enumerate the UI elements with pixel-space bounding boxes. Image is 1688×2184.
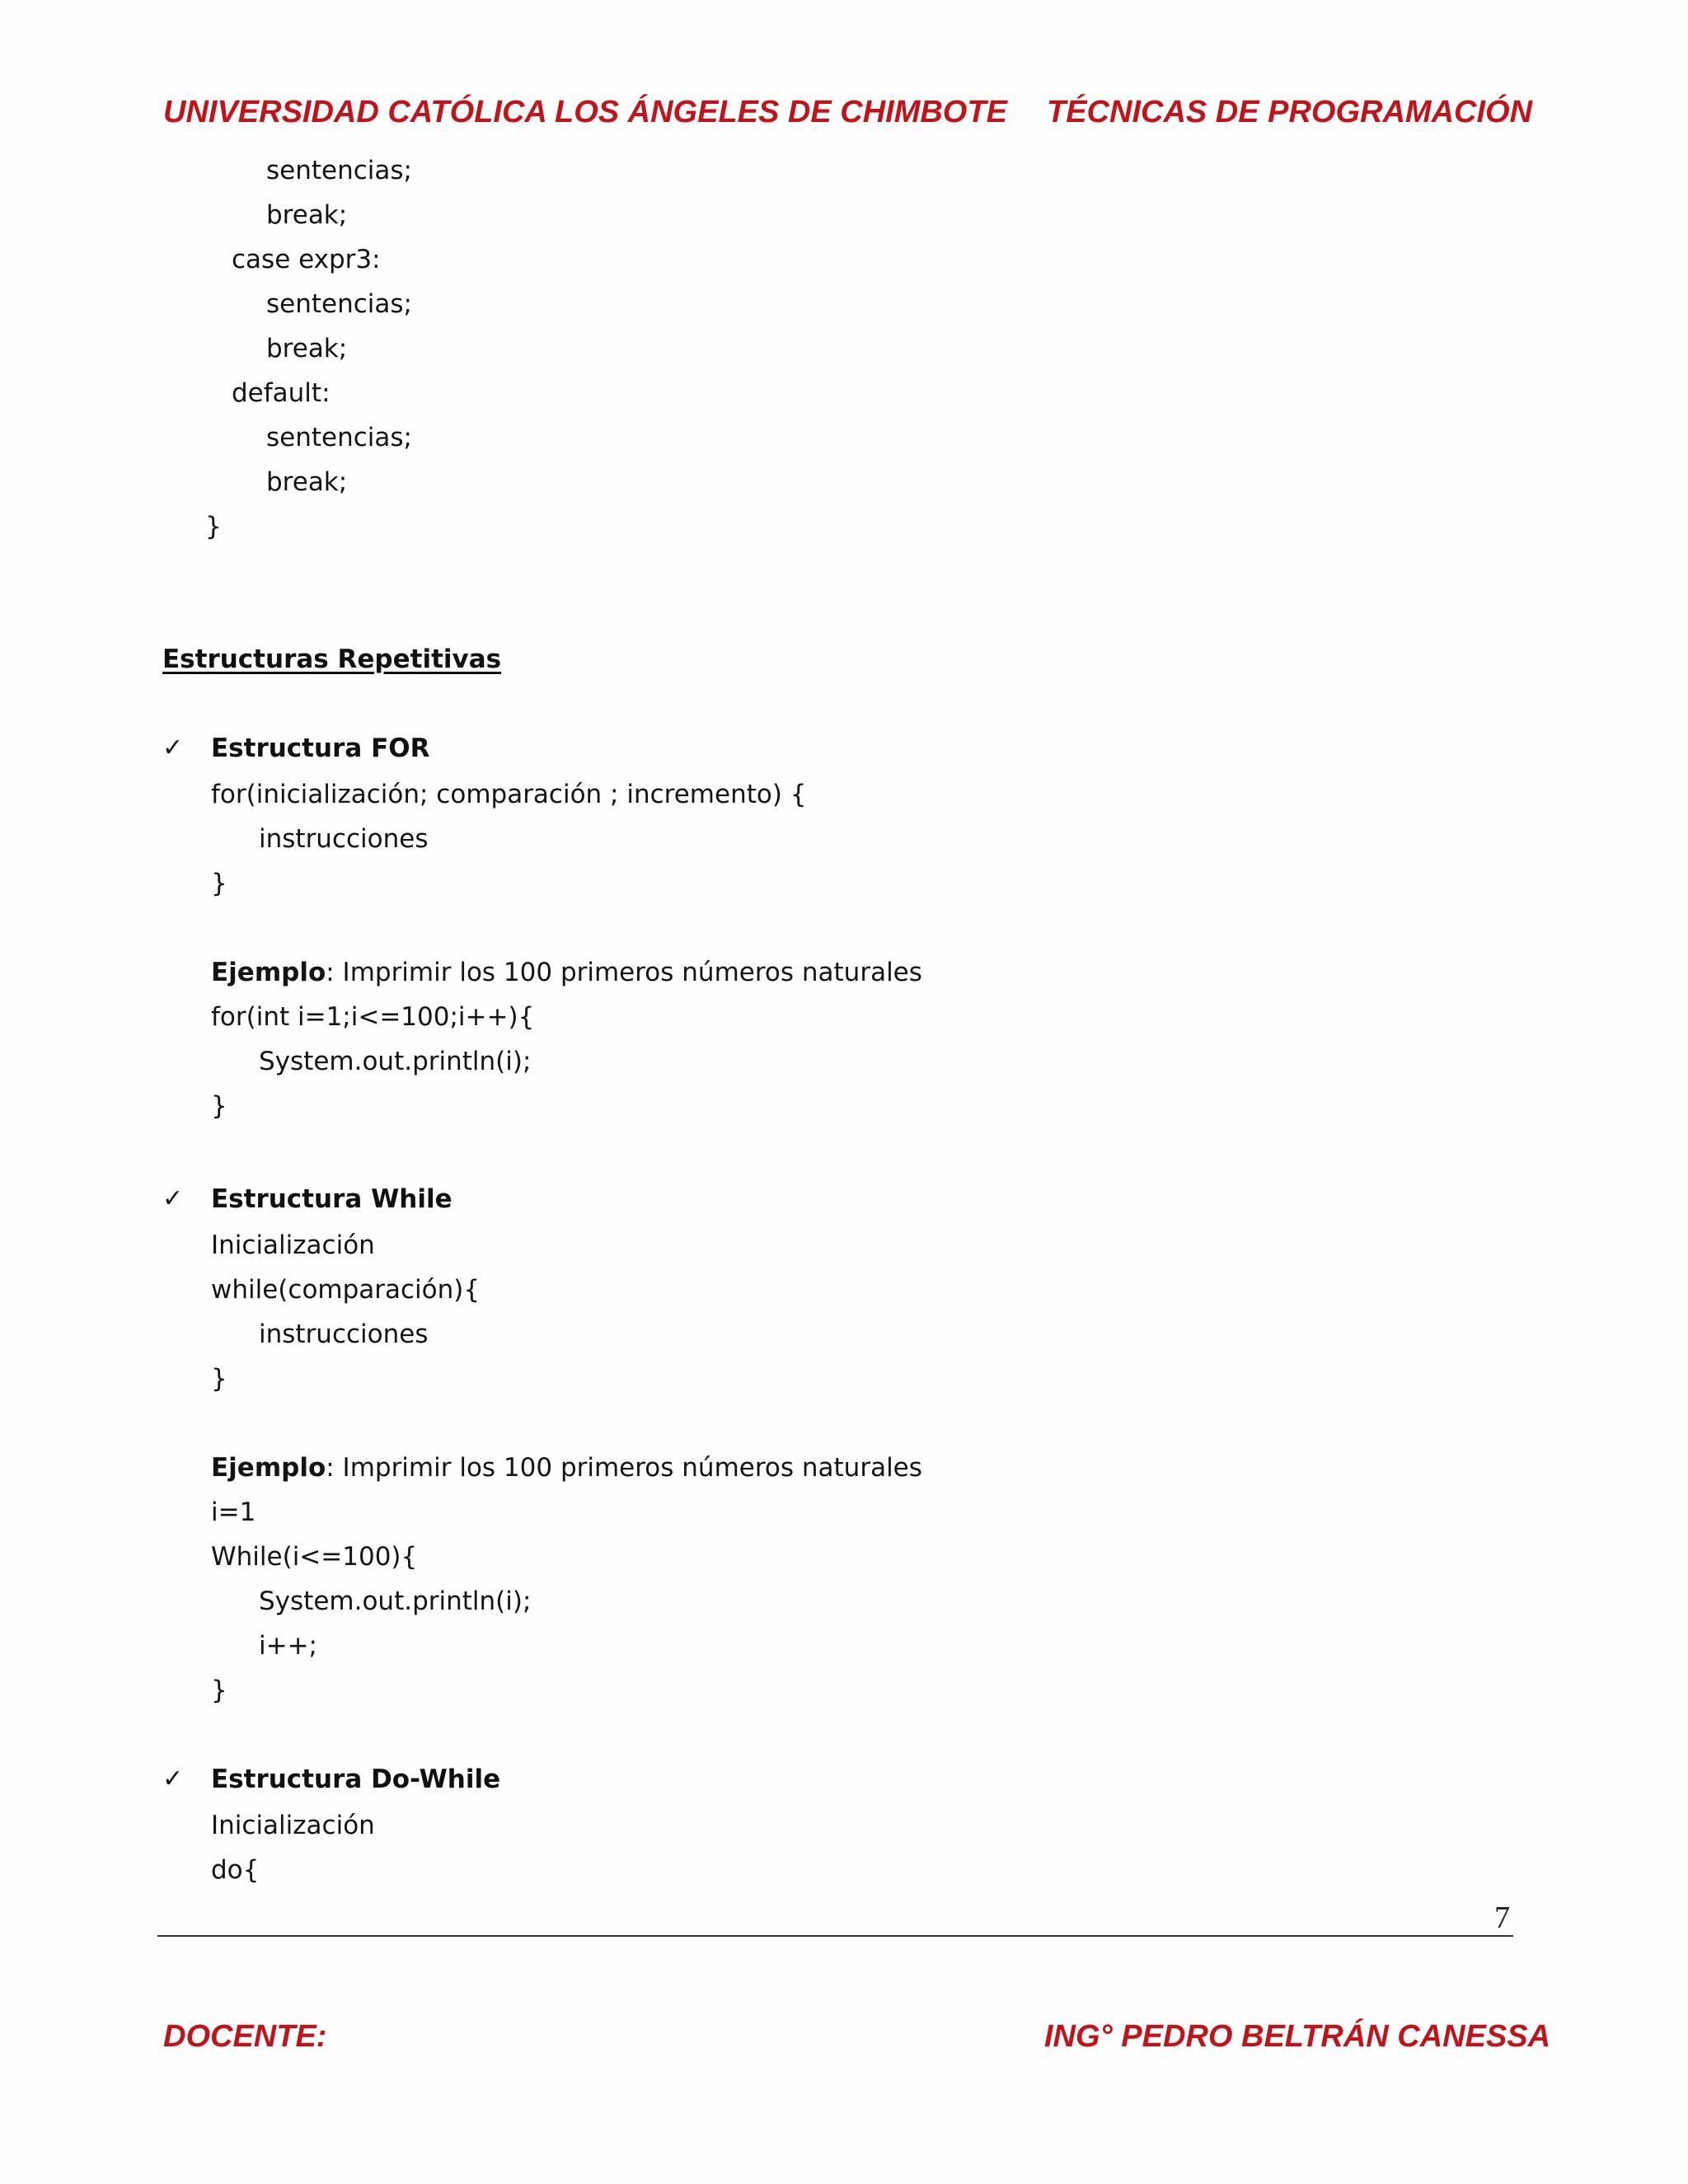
code-line: i++; bbox=[259, 1631, 318, 1661]
code-line: } bbox=[211, 1675, 227, 1705]
code-line: instrucciones bbox=[259, 1319, 429, 1349]
code-line: break; bbox=[266, 467, 348, 497]
example-label: Ejemplo bbox=[211, 1453, 326, 1483]
header-university: UNIVERSIDAD CATÓLICA LOS ÁNGELES DE CHIMBOTE bbox=[163, 95, 1007, 129]
code-line: System.out.println(i); bbox=[259, 1586, 532, 1616]
while-example bbox=[211, 1451, 922, 1484]
example-text: : Imprimir los 100 primeros números naturales bbox=[326, 1453, 922, 1483]
code-line: sentencias; bbox=[266, 423, 412, 452]
code-line: } bbox=[205, 512, 222, 541]
code-line: sentencias; bbox=[266, 156, 412, 185]
code-line: sentencias; bbox=[266, 289, 412, 319]
dowhile-structure-title: Estructura Do-While bbox=[211, 1765, 501, 1794]
while-structure-title: Estructura While bbox=[211, 1184, 452, 1214]
code-line: } bbox=[211, 869, 227, 898]
code-line: while(comparación){ bbox=[211, 1275, 481, 1305]
code-line: do{ bbox=[211, 1855, 260, 1885]
check-icon: ✓ bbox=[162, 1184, 184, 1213]
code-line: i=1 bbox=[211, 1497, 256, 1527]
code-line: System.out.println(i); bbox=[259, 1047, 532, 1076]
section-title: Estructuras Repetitivas bbox=[162, 644, 502, 674]
code-line: } bbox=[211, 1091, 227, 1121]
code-line: case expr3: bbox=[232, 245, 381, 274]
check-icon: ✓ bbox=[162, 1765, 184, 1793]
footer-teacher-label: DOCENTE: bbox=[163, 2019, 327, 2054]
code-line: Inicialización bbox=[211, 1230, 375, 1260]
example-text: : Imprimir los 100 primeros números naturales bbox=[326, 958, 922, 987]
code-line: default: bbox=[232, 378, 331, 408]
page-number: 7 bbox=[1494, 1900, 1510, 1935]
for-example bbox=[211, 956, 922, 989]
code-line: } bbox=[211, 1364, 227, 1394]
code-line: Inicialización bbox=[211, 1811, 375, 1840]
code-line: While(i<=100){ bbox=[211, 1542, 418, 1572]
code-line: break; bbox=[266, 200, 348, 230]
example-label: Ejemplo bbox=[211, 958, 326, 987]
header-course: TÉCNICAS DE PROGRAMACIÓN bbox=[1047, 95, 1533, 129]
check-icon: ✓ bbox=[162, 733, 184, 762]
footer-divider bbox=[157, 1935, 1513, 1937]
footer-teacher-name: ING° PEDRO BELTRÁN CANESSA bbox=[1044, 2019, 1551, 2054]
code-line: for(inicialización; comparación ; incremento) { bbox=[211, 780, 807, 809]
code-line: instrucciones bbox=[259, 824, 429, 854]
code-line: for(int i=1;i<=100;i++){ bbox=[211, 1002, 535, 1032]
for-structure-title: Estructura FOR bbox=[211, 733, 430, 763]
code-line: break; bbox=[266, 334, 348, 363]
